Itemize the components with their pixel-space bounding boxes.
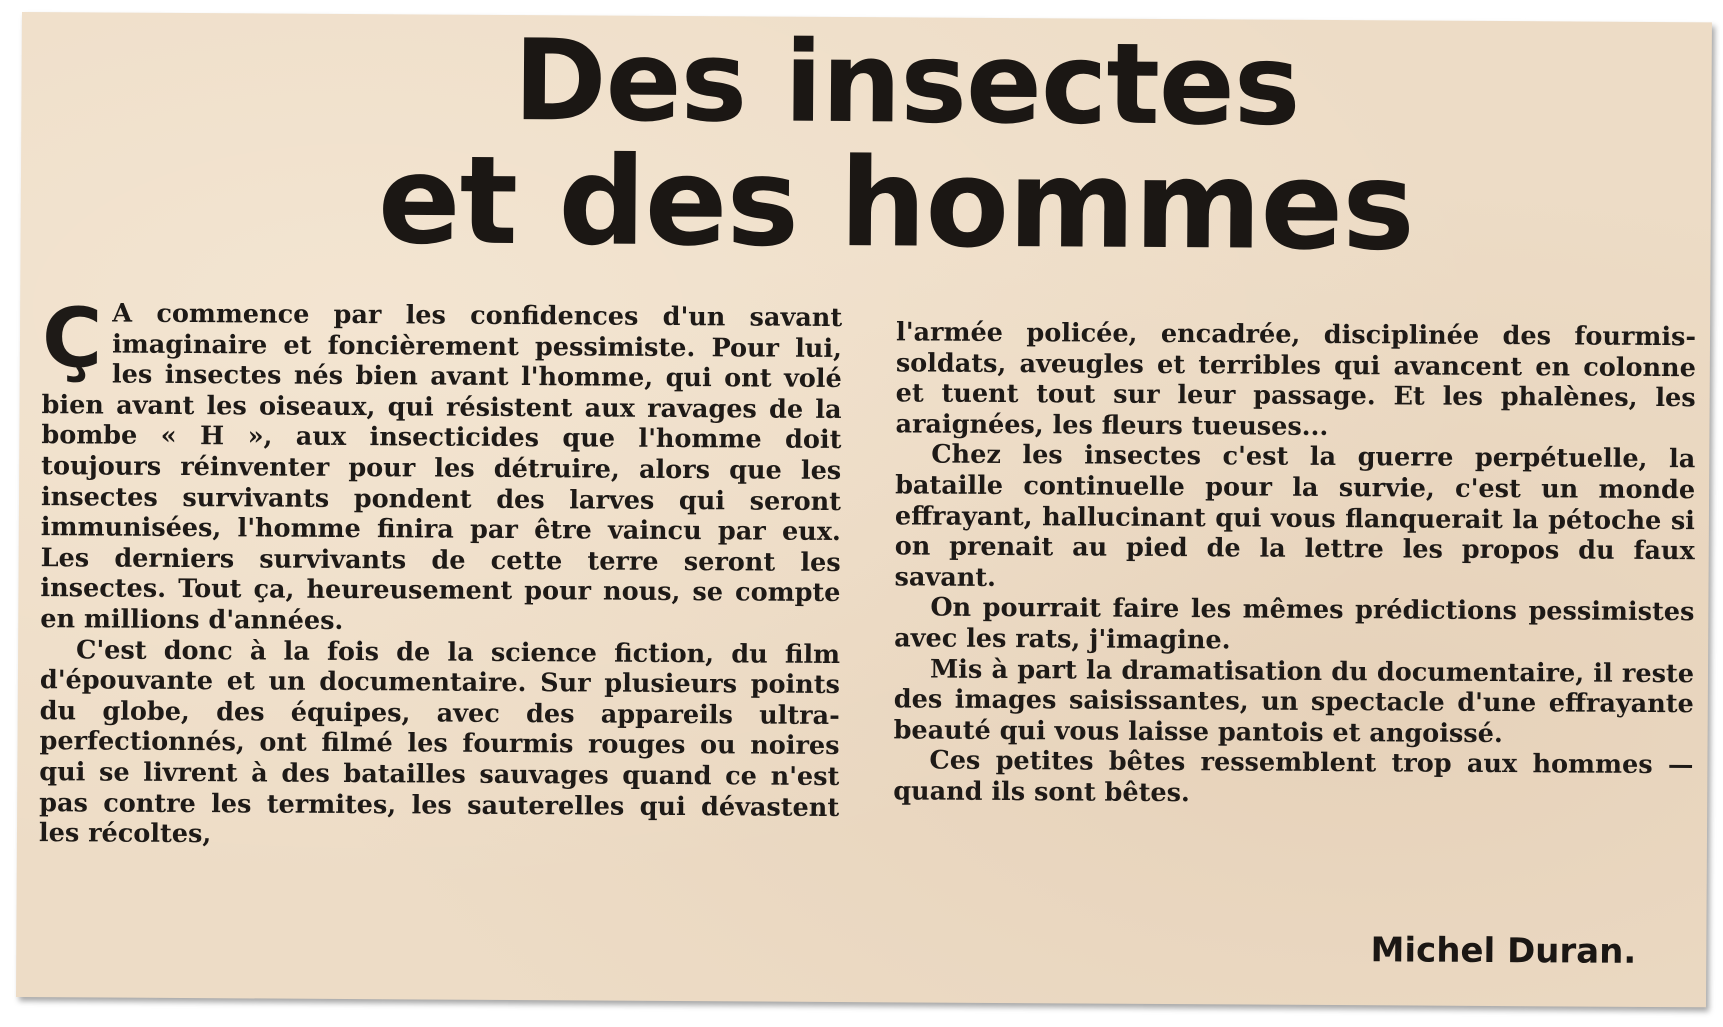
paragraph-text: A commence par les confidences d'un savant imaginaire et foncièrement pessimiste. Pour lui, les insectes nés bien avant l'homme, qui ont volé bien avant les oiseaux, qui résistent aux ravages de la bombe « H », aux insecticides que l'homme doit toujours réinventer pour les détruire, alors que les insectes survivants pondent des larves qui seront immunisées, l'homme finira par être vaincu par eux. Les derniers survivants de cette terre seront les insectes. Tout ça, heureusement pour nous, se compte en millions d'années.	[40, 298, 843, 636]
paragraph: Ces petites bêtes ressemblent trop aux hommes — quand ils sont bêtes.	[893, 745, 1694, 809]
paragraph: C'est donc à la fois de la science fiction, du film d'épouvante et un documentaire. Sur plusieurs points du globe, des équipes, avec des appareils ultra-perfectionnés, ont filmé les fourmis rouges ou noires qui se livrent à des batailles sauvages quand ce n'est pas contre les termites, les sauterelles qui dévastent les récoltes,	[38, 634, 841, 850]
paragraph: Mis à part la dramatisation du documentaire, il reste des images saisissantes, un spectacle d'une effrayante beauté qui vous laisse pantois et angoissé.	[893, 654, 1695, 749]
paragraph: On pourrait faire les mêmes prédictions pessimistes avec les rats, j'imagine.	[894, 592, 1695, 656]
headline-line-1: Des insectes	[513, 16, 1300, 151]
paragraph: l'armée policée, encadrée, disciplinée des fourmis-soldats, aveugles et terribles qui avancent en colonne et tuent tout sur leur passage. Et les phalènes, les araignées, les fleurs tueuses...	[895, 317, 1697, 442]
paragraph: Chez les insectes c'est la guerre perpétuelle, la bataille continuelle pour la survie, c'est un monde effrayant, hallucinant qui vous flanquerait la pétoche si on prenait au pied de la lettre les propos du faux savant.	[894, 439, 1696, 593]
paragraph	[40, 291, 843, 639]
right-column	[893, 317, 1696, 811]
headline-line-2: et des hommes	[377, 129, 1415, 278]
drop-cap: Ç	[41, 291, 103, 387]
newspaper-clipping	[16, 12, 1712, 1007]
left-column	[38, 291, 843, 854]
author-signature: Michel Duran.	[1370, 930, 1637, 972]
